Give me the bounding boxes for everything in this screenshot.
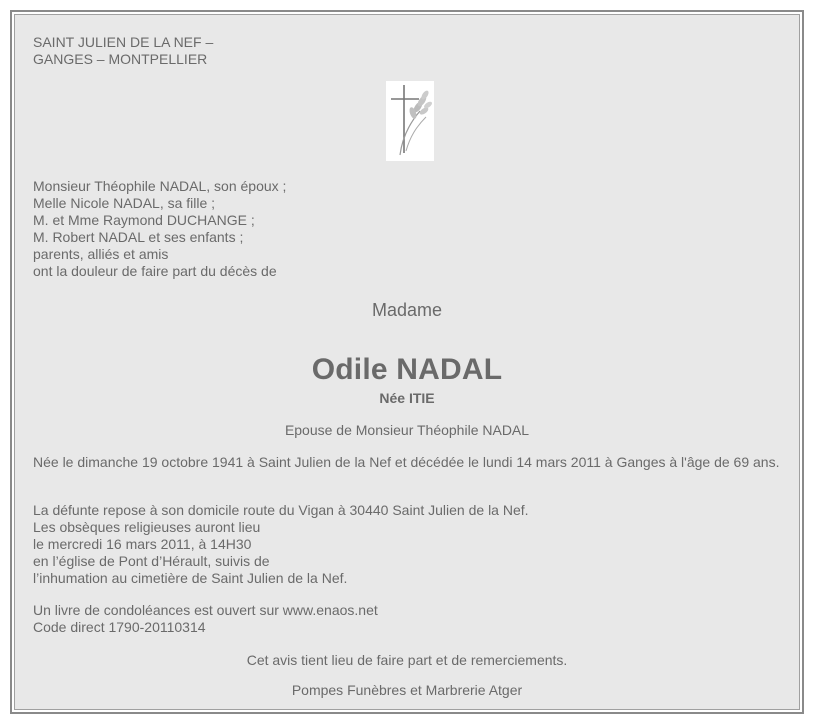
deceased-name: Odile NADAL [311, 353, 503, 386]
family-line: Monsieur Théophile NADAL, son époux ; [33, 178, 287, 194]
ceremony-details [33, 502, 529, 587]
condolences-line: Un livre de condoléances est ouvert sur www.enaos.net [33, 602, 378, 618]
funeral-home: Pompes Funèbres et Marbrerie Atger [291, 682, 523, 698]
ceremony-line: le mercredi 16 mars 2011, à 14H30 [33, 536, 252, 552]
spouse-line: Epouse de Monsieur Théophile NADAL [284, 422, 530, 438]
location-line-1: SAINT JULIEN DE LA NEF – [33, 34, 214, 50]
family-line: parents, alliés et amis [33, 246, 169, 262]
maiden-name: Née ITIE [379, 390, 435, 406]
ceremony-line: Les obsèques religieuses auront lieu [33, 519, 261, 535]
cross-wheat-icon [386, 81, 434, 161]
condolences-info [33, 602, 378, 636]
family-line: M. et Mme Raymond DUCHANGE ; [33, 212, 255, 228]
deceased-title: Madame [371, 300, 443, 320]
ceremony-line: La défunte repose à son domicile route du Vigan à 30440 Saint Julien de la Nef. [33, 502, 529, 518]
location-header [33, 34, 213, 68]
family-line: Melle Nicole NADAL, sa fille ; [33, 195, 216, 211]
condolences-code: Code direct 1790-20110314 [33, 619, 206, 635]
family-line: ont la douleur de faire part du décès de [33, 263, 277, 279]
family-line: M. Robert NADAL et ses enfants ; [33, 229, 244, 245]
ceremony-line: en l’église de Pont d’Hérault, suivis de [33, 553, 270, 569]
birth-death-text: Née le dimanche 19 octobre 1941 à Saint Julien de la Nef et décédée le lundi 14 mars 2011 à Ganges à l'âge de 69 ans. [33, 454, 780, 470]
obituary-frame [10, 10, 804, 714]
location-line-2: GANGES – MONTPELLIER [33, 51, 208, 67]
family-list [33, 178, 286, 280]
obituary-panel [14, 14, 800, 710]
ceremony-line: l’inhumation au cimetière de Saint Julien de la Nef. [33, 570, 348, 586]
notice-text: Cet avis tient lieu de faire part et de remerciements. [246, 652, 568, 668]
